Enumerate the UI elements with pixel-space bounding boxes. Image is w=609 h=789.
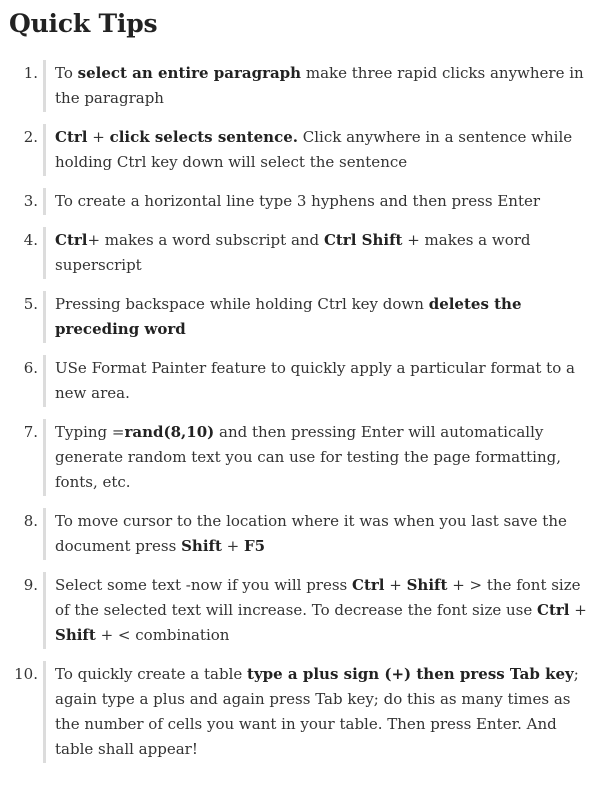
tip-emphasis: Ctrl Shift (323, 231, 403, 249)
tip-item (9, 572, 599, 649)
tip-text-segment: Typing = (55, 423, 125, 441)
tip-text-segment: + makes a word superscript (55, 231, 531, 274)
tip-text-segment: + (87, 128, 110, 146)
tip-text (55, 572, 599, 649)
tip-text-segment: ; again type a plus and again press Tab key; do this as many times as the number of cells you want in your table. Then press Enter. And table shall appear! (55, 665, 579, 758)
tip-text-segment: and then pressing Enter will automatically generate random text you can use for testing the page formatting, fonts, etc. (55, 423, 561, 491)
tip-number: 2. (23, 128, 38, 146)
quote-bar (43, 188, 46, 215)
tip-emphasis: Shift (55, 626, 96, 644)
tip-number: 4. (23, 231, 38, 249)
tip-text (55, 60, 599, 112)
tip-text-segment: + > the font size of the selected text will increase. To decrease the font size use (55, 576, 581, 619)
tip-text (55, 419, 599, 496)
tip-number: 10. (14, 665, 38, 683)
quote-bar (43, 661, 46, 763)
tip-text-segment: make three rapid clicks anywhere in the paragraph (55, 64, 584, 107)
tip-text (55, 188, 599, 215)
tip-item (9, 124, 599, 176)
tip-text-segment: To create a horizontal line type 3 hyphens and then press Enter (55, 192, 541, 210)
tip-number: 1. (23, 64, 38, 82)
tip-item (9, 188, 599, 215)
tip-text-segment: + (569, 601, 587, 619)
tip-text-segment: Pressing backspace while holding Ctrl key down (55, 295, 429, 313)
quote-bar (43, 419, 46, 496)
tip-item (9, 419, 599, 496)
tip-item (9, 291, 599, 343)
tip-text (55, 291, 599, 343)
tip-text (55, 124, 599, 176)
tip-number: 6. (23, 359, 38, 377)
tip-text-segment: USe Format Painter feature to quickly apply a particular format to a new area. (55, 359, 575, 402)
tip-item (9, 355, 599, 407)
tip-emphasis: Ctrl (352, 576, 385, 594)
tip-text (55, 227, 599, 279)
tip-emphasis: Shift (406, 576, 448, 594)
tip-text-segment: To (55, 64, 78, 82)
tips-list (9, 60, 599, 763)
tip-emphasis: rand(8,10) (124, 423, 215, 441)
quote-bar (43, 291, 46, 343)
tip-text (55, 508, 599, 560)
tip-emphasis: Ctrl (55, 128, 88, 146)
tip-text-segment: + < combination (95, 626, 230, 644)
tip-emphasis: F5 (244, 537, 266, 555)
quote-bar (43, 227, 46, 279)
tip-text-segment: Click anywhere in a sentence while holding Ctrl key down will select the sentence (55, 128, 573, 171)
tip-text (55, 355, 599, 407)
tip-emphasis: Shift (181, 537, 222, 555)
tip-emphasis: type a plus sign (+) then press Tab key (247, 665, 574, 683)
tip-text-segment: + (384, 576, 407, 594)
tip-text-segment: To quickly create a table (55, 665, 248, 683)
quote-bar (43, 572, 46, 649)
tip-number: 5. (23, 295, 38, 313)
tip-emphasis: click selects sentence. (109, 128, 298, 146)
tip-text-segment: + makes a word subscript and (87, 231, 324, 249)
tip-emphasis: Ctrl (537, 601, 570, 619)
tip-text-segment: + (221, 537, 245, 555)
tip-number: 8. (23, 512, 38, 530)
page-title: Quick Tips (9, 9, 158, 38)
tip-text-segment: To move cursor to the location where it was when you last save the document press (55, 512, 567, 555)
quote-bar (43, 124, 46, 176)
tip-number: 7. (23, 423, 38, 441)
quote-bar (43, 60, 46, 112)
tip-emphasis: Ctrl (55, 231, 88, 249)
tip-number: 9. (23, 576, 38, 594)
tip-text-segment: Select some text -now if you will press (55, 576, 353, 594)
tip-item (9, 60, 599, 112)
tip-number: 3. (23, 192, 38, 210)
tip-emphasis: deletes the preceding word (55, 295, 522, 338)
quote-bar (43, 508, 46, 560)
tip-item (9, 661, 599, 763)
quote-bar (43, 355, 46, 407)
tip-item (9, 508, 599, 560)
tip-text (55, 661, 599, 763)
tip-item (9, 227, 599, 279)
tip-emphasis: select an entire paragraph (77, 64, 302, 82)
